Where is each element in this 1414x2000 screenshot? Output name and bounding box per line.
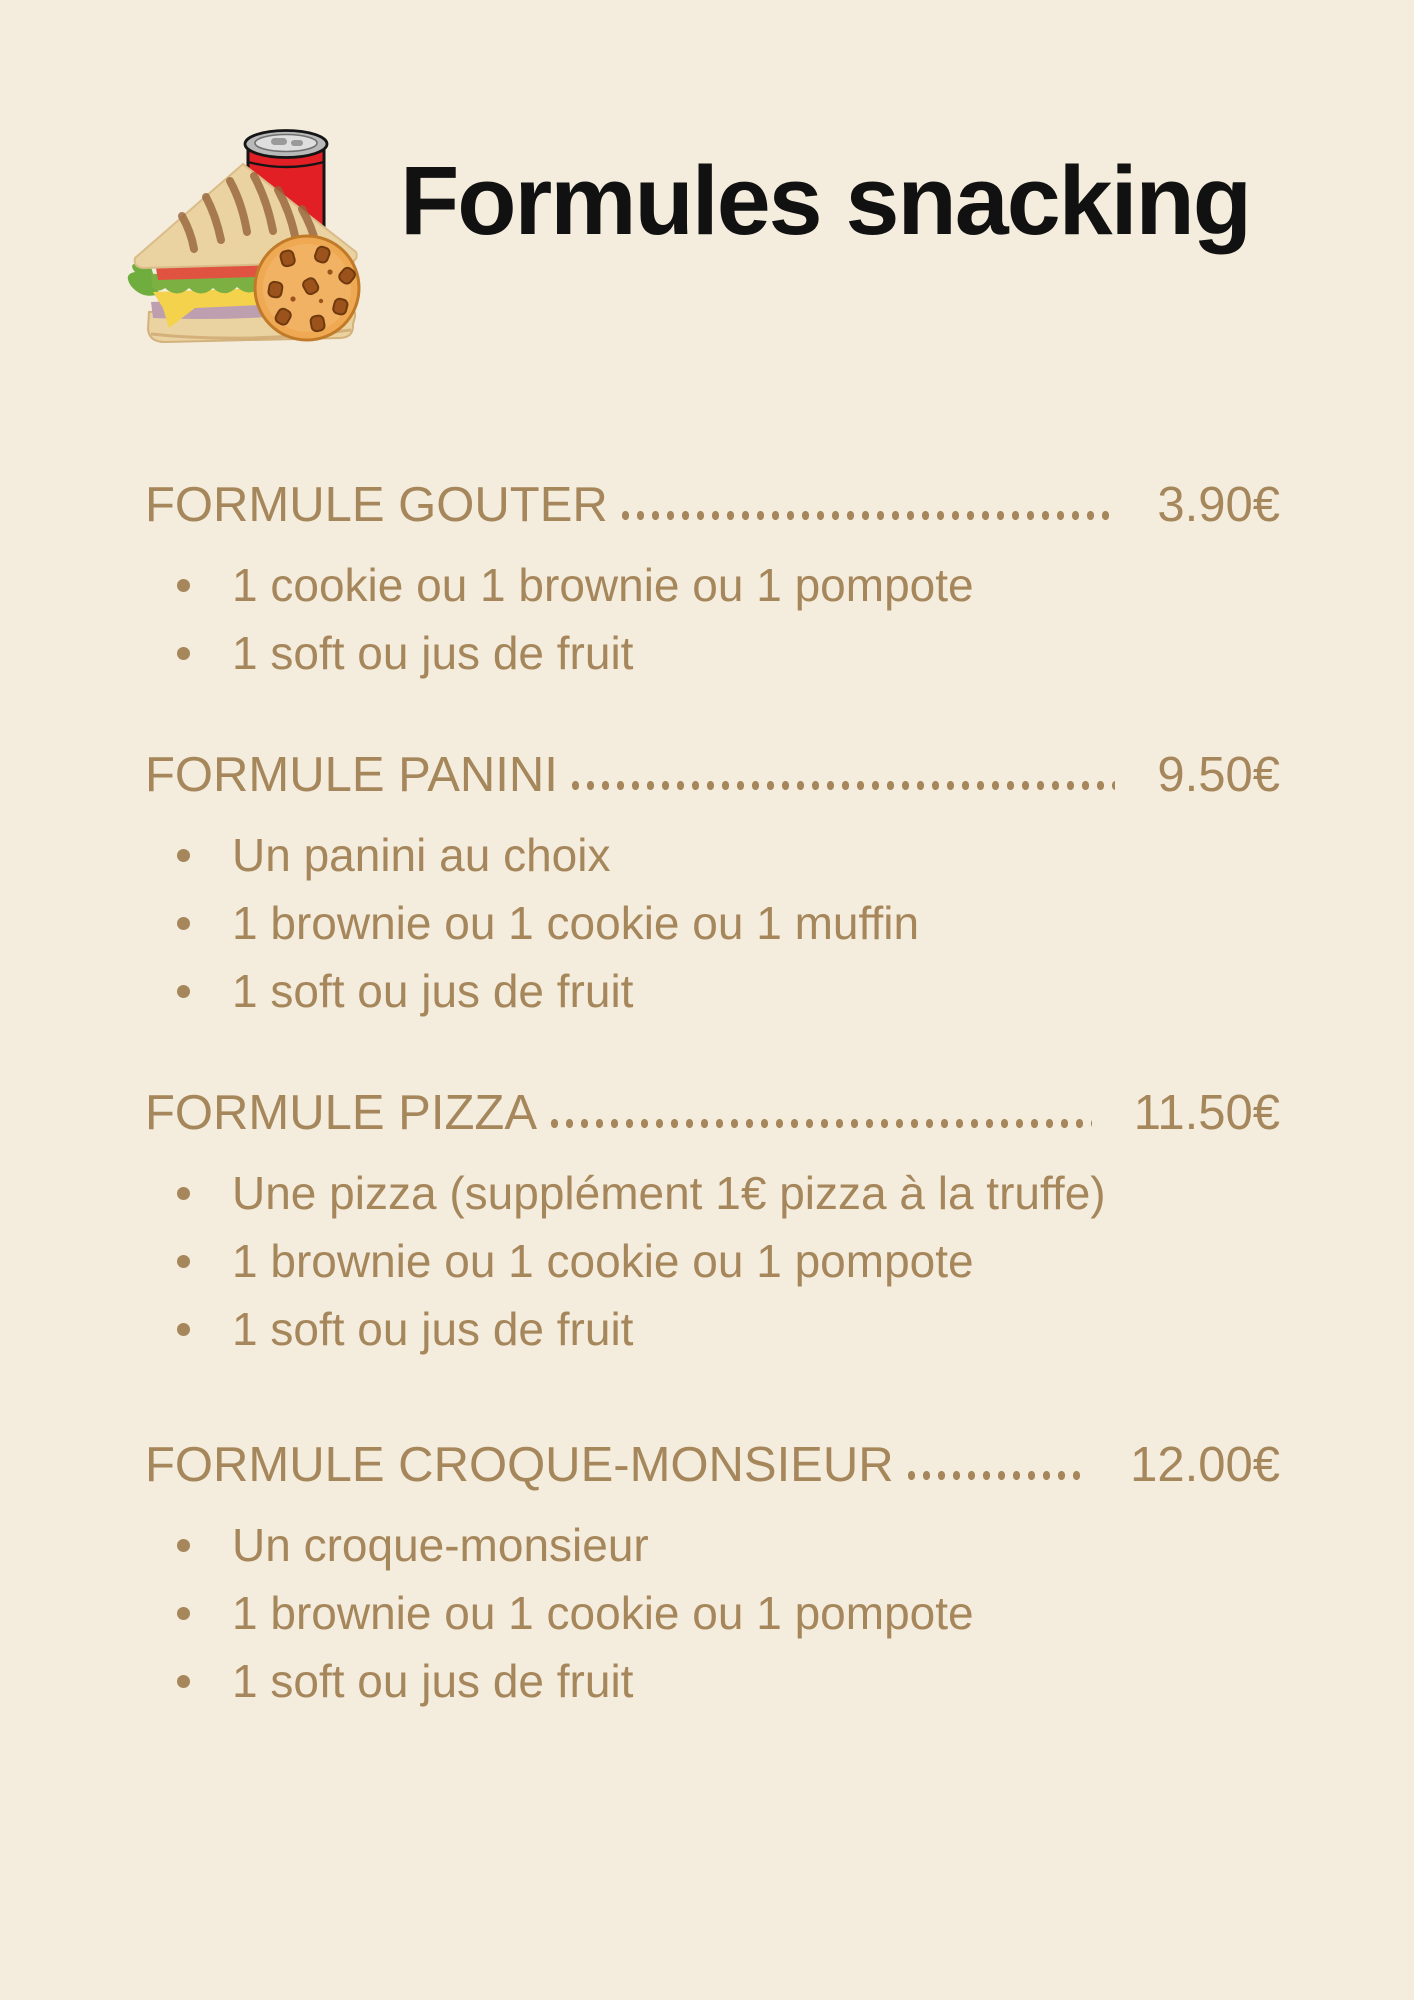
section-price: 12.00€ bbox=[1130, 1438, 1280, 1492]
section-price: 3.90€ bbox=[1157, 478, 1280, 532]
menu-item bbox=[145, 1511, 1280, 1579]
menu-item bbox=[145, 821, 1280, 889]
section-name: FORMULE CROQUE-MONSIEUR bbox=[145, 1438, 894, 1492]
menu-item-text: 1 brownie ou 1 cookie ou 1 pompote bbox=[232, 1235, 974, 1287]
menu-item bbox=[145, 1159, 1280, 1227]
menu-item-text: 1 soft ou jus de fruit bbox=[232, 1655, 634, 1707]
menu-section-gouter bbox=[145, 477, 1280, 687]
menu bbox=[145, 477, 1280, 1775]
bullet-dot bbox=[177, 985, 190, 998]
menu-item-text: Un croque-monsieur bbox=[232, 1519, 649, 1571]
bullet-dot bbox=[177, 1675, 190, 1688]
menu-item-text: 1 brownie ou 1 cookie ou 1 pompote bbox=[232, 1587, 974, 1639]
bullet-dot bbox=[177, 1187, 190, 1200]
section-header bbox=[145, 477, 1280, 533]
menu-item-text: 1 soft ou jus de fruit bbox=[232, 1303, 634, 1355]
item-list bbox=[145, 1511, 1280, 1715]
dotted-leader bbox=[547, 1118, 1092, 1129]
menu-section-croque-monsieur bbox=[145, 1437, 1280, 1715]
menu-item-text: Un panini au choix bbox=[232, 829, 611, 881]
section-name: FORMULE GOUTER bbox=[145, 478, 608, 532]
menu-item bbox=[145, 551, 1280, 619]
menu-section-pizza bbox=[145, 1085, 1280, 1363]
menu-item bbox=[145, 1227, 1280, 1295]
bullet-dot bbox=[177, 579, 190, 592]
item-list bbox=[145, 1159, 1280, 1363]
bullet-dot bbox=[177, 647, 190, 660]
menu-item-text: 1 cookie ou 1 brownie ou 1 pompote bbox=[232, 559, 974, 611]
snack-illustration bbox=[100, 96, 370, 354]
bullet-dot bbox=[177, 849, 190, 862]
bullet-dot bbox=[177, 917, 190, 930]
menu-section-panini bbox=[145, 747, 1280, 1025]
dotted-leader bbox=[568, 780, 1115, 791]
menu-item bbox=[145, 1647, 1280, 1715]
section-name: FORMULE PIZZA bbox=[145, 1086, 538, 1140]
bullet-dot bbox=[177, 1607, 190, 1620]
item-list bbox=[145, 821, 1280, 1025]
bullet-dot bbox=[177, 1539, 190, 1552]
section-header bbox=[145, 747, 1280, 803]
dotted-leader bbox=[904, 1470, 1088, 1481]
menu-item bbox=[145, 889, 1280, 957]
menu-item-text: Une pizza (supplément 1€ pizza à la truffe) bbox=[232, 1167, 1106, 1219]
bullet-dot bbox=[177, 1323, 190, 1336]
section-name: FORMULE PANINI bbox=[145, 748, 558, 802]
section-header bbox=[145, 1437, 1280, 1493]
cookie-icon bbox=[255, 236, 359, 340]
menu-item-text: 1 soft ou jus de fruit bbox=[232, 965, 634, 1017]
section-header bbox=[145, 1085, 1280, 1141]
menu-item bbox=[145, 1579, 1280, 1647]
menu-item-text: 1 soft ou jus de fruit bbox=[232, 627, 634, 679]
item-list bbox=[145, 551, 1280, 687]
section-price: 9.50€ bbox=[1157, 748, 1280, 802]
menu-item-text: 1 brownie ou 1 cookie ou 1 muffin bbox=[232, 897, 920, 949]
menu-item bbox=[145, 957, 1280, 1025]
dotted-leader bbox=[618, 510, 1116, 521]
menu-item bbox=[145, 1295, 1280, 1363]
menu-item bbox=[145, 619, 1280, 687]
section-price: 11.50€ bbox=[1133, 1086, 1280, 1140]
page-title: Formules snacking bbox=[400, 146, 1251, 255]
bullet-dot bbox=[177, 1255, 190, 1268]
